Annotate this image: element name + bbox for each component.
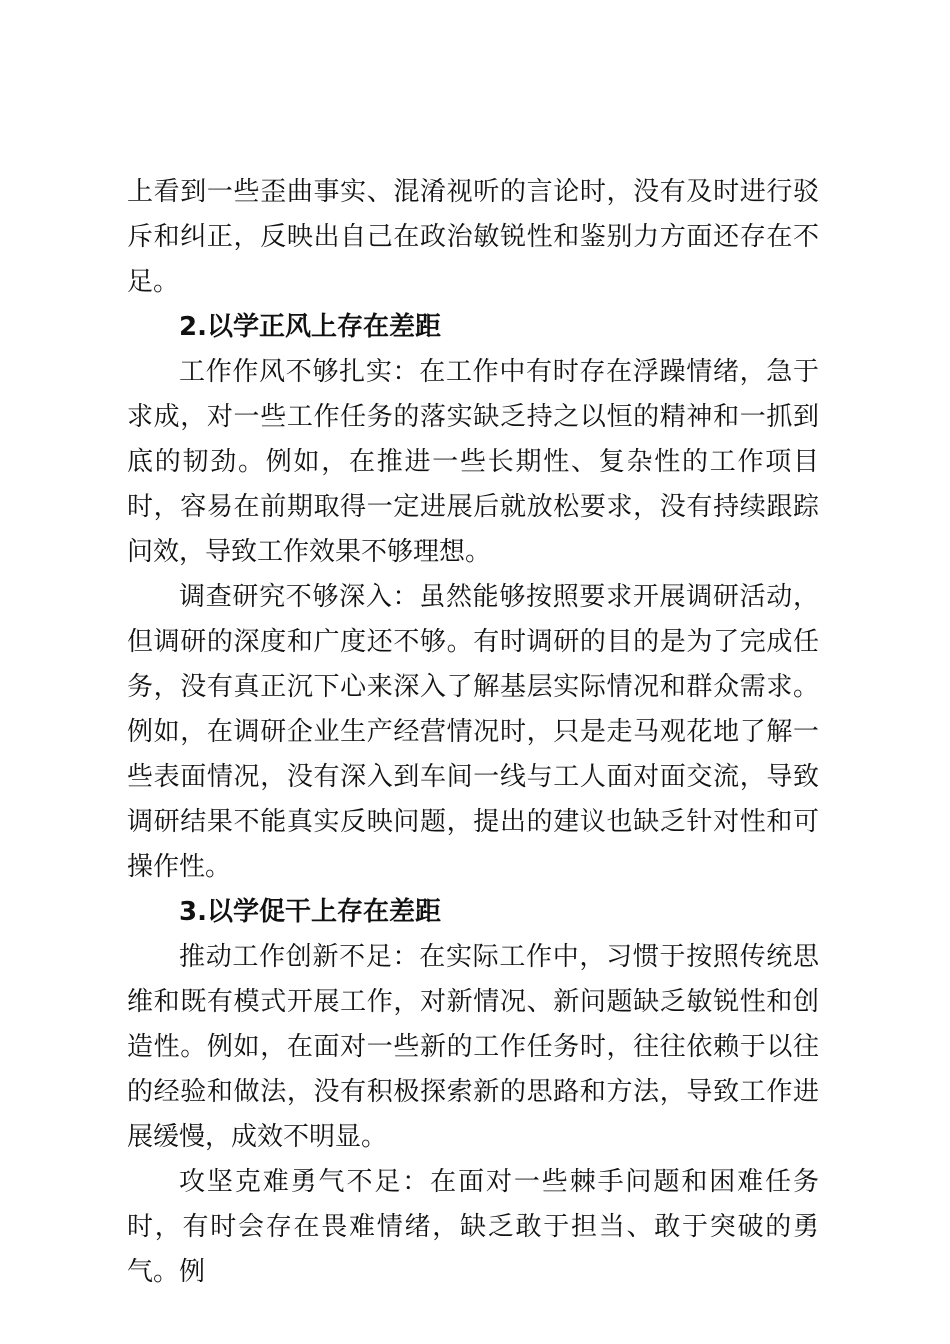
paragraph-work-style: 工作作风不够扎实：在工作中有时存在浮躁情绪，急于求成，对一些工作任务的落实缺乏持之以恒的精神和一抓到底的韧劲。例如，在推进一些长期性、复杂性的工作项目时，容易在前期取得一定进展后就放松要求，没有持续跟踪问效，导致工作效果不够理想。 (127, 357, 819, 567)
document-body (127, 170, 819, 1295)
paragraph-continuation: 上看到一些歪曲事实、混淆视听的言论时，没有及时进行驳斥和纠正，反映出自己在政治敏锐性和鉴别力方面还存在不足。 (127, 177, 819, 297)
paragraph-innovation: 推动工作创新不足：在实际工作中，习惯于按照传统思维和既有模式开展工作，对新情况、新问题缺乏敏锐性和创造性。例如，在面对一些新的工作任务时，往往依赖于以往的经验和做法，没有积极探索新的思路和方法，导致工作进展缓慢，成效不明显。 (127, 942, 819, 1152)
paragraph-courage: 攻坚克难勇气不足：在面对一些棘手问题和困难任务时，有时会存在畏难情绪，缺乏敢于担当、敢于突破的勇气。例 (127, 1167, 819, 1287)
paragraph-research: 调查研究不够深入：虽然能够按照要求开展调研活动，但调研的深度和广度还不够。有时调研的目的是为了完成任务，没有真正沉下心来深入了解基层实际情况和群众需求。例如，在调研企业生产经营情况时，只是走马观花地了解一些表面情况，没有深入到车间一线与工人面对面交流，导致调研结果不能真实反映问题，提出的建议也缺乏针对性和可操作性。 (127, 582, 819, 882)
section-heading-2: 2.以学正风上存在差距 (179, 312, 441, 342)
section-heading-3: 3.以学促干上存在差距 (179, 897, 441, 927)
